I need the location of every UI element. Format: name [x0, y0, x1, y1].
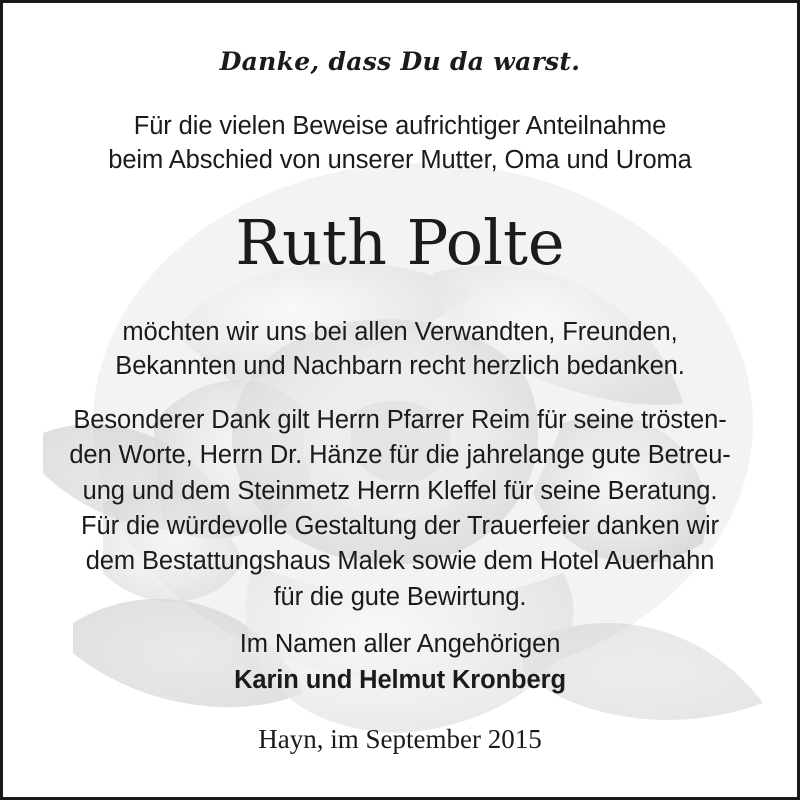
closing-line: Im Namen aller Angehörigen	[239, 630, 561, 658]
intro-line-2: beim Abschied von unserer Mutter, Oma und Uroma	[108, 146, 692, 174]
special-thanks-line-4: Für die würdevolle Gestaltung der Trauerfeier danken wir	[81, 512, 719, 540]
special-thanks-line-6: für die gute Bewirtung.	[273, 583, 527, 611]
obituary-text	[3, 3, 797, 797]
heading: Danke, dass Du da warst.	[219, 47, 581, 76]
special-thanks-line-5: dem Bestattungshaus Malek sowie dem Hotel Auerhahn	[85, 547, 715, 575]
place-date: Hayn, im September 2015	[258, 724, 542, 754]
thanks-line-2: Bekannten und Nachbarn recht herzlich bedanken.	[115, 352, 685, 380]
thanks-line-1: möchten wir uns bei allen Verwandten, Freunden,	[122, 318, 678, 346]
signatories: Karin und Helmut Kronberg	[234, 666, 566, 694]
deceased-name: Ruth Polte	[235, 206, 565, 279]
special-thanks-line-2: den Worte, Herrn Dr. Hänze für die jahrelange gute Betreu-	[69, 441, 731, 469]
special-thanks-line-1: Besonderer Dank gilt Herrn Pfarrer Reim für seine trösten-	[73, 406, 727, 434]
special-thanks-line-3: ung und dem Steinmetz Herrn Kleffel für seine Beratung.	[82, 477, 718, 505]
intro-line-1: Für die vielen Beweise aufrichtiger Anteilnahme	[133, 112, 667, 140]
